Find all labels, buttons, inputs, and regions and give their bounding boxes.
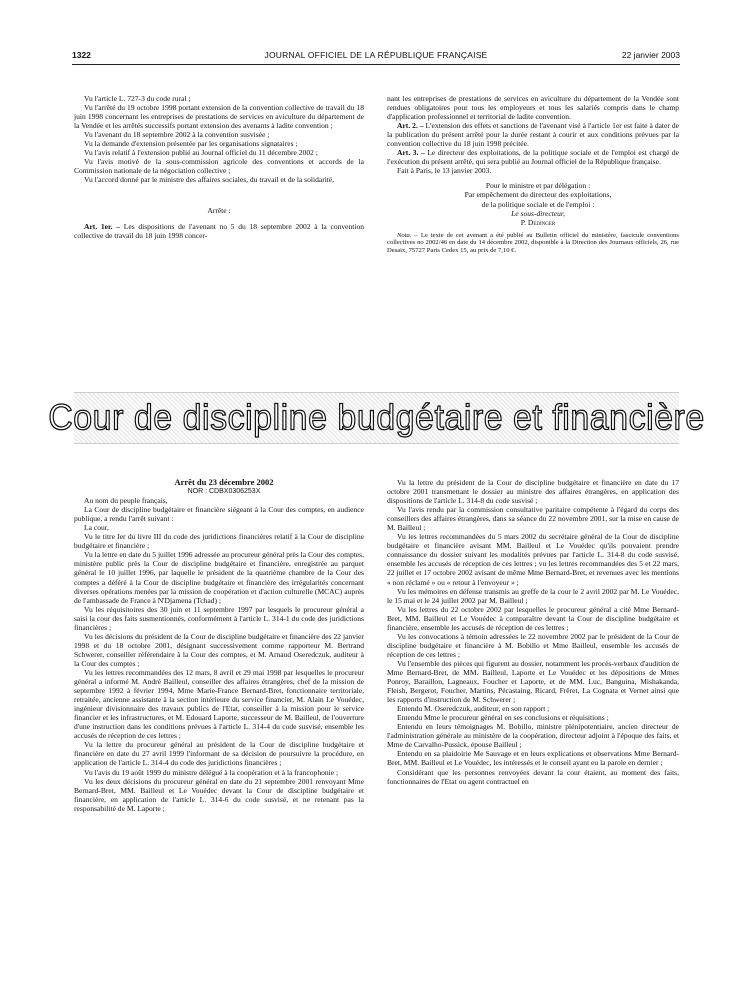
visa-paragraph: Vu la demande d'extension présentée par les organisations signataires ; bbox=[84, 139, 298, 149]
arret-paragraph: La cour, bbox=[84, 523, 109, 533]
signature-line: de la politique sociale et de l'emploi : bbox=[481, 199, 595, 209]
article-3-label: Art. 3. – bbox=[397, 148, 425, 158]
article-2 bbox=[387, 121, 679, 148]
arret-paragraph: Vu l'avis du 19 août 1999 du ministre délégué à la coopération et à la francophonie ; bbox=[84, 767, 339, 777]
arret-paragraph: Vu les réquisitoires des 30 juin et 11 septembre 1997 par lesquels le procureur général a saisi la cour des faits susmentionnés, conformément à l'article L. 314-1 du code des juridictions financières ; bbox=[74, 604, 364, 632]
nota-label: Nota. bbox=[397, 231, 412, 239]
arret-paragraph: Vu la lettre du procureur général au président de la Cour de discipline budgétaire et financière en date du 27 avril 1999 l'informant de sa décision de poursuivre la procédure, en application de l'article L. 314-4 du code des juridictions financières ; bbox=[74, 740, 364, 768]
article-1-label: Art. 1er. – bbox=[84, 221, 121, 231]
arrete-heading: Arrête : bbox=[207, 206, 231, 216]
arret-paragraph: Entendu M. Oseredczuk, auditeur, en son rapport ; bbox=[397, 704, 550, 714]
top-left-column bbox=[74, 94, 364, 240]
journal-title: JOURNAL OFFICIEL DE LA RÉPUBLIQUE FRANÇAISE bbox=[264, 50, 488, 60]
arret-paragraph: Entendu Mme le procureur général en ses conclusions et réquisitions ; bbox=[397, 713, 609, 723]
page-header bbox=[72, 50, 680, 65]
article-1-continuation: nant les entreprises de prestations de services en aviculture du département de la Vendée sont rendues obligatoires pour tous les employeurs et tous les salariés compris dans le champ d'application professionnel et territorial de ladite convention. bbox=[387, 94, 679, 122]
nota-note bbox=[387, 232, 679, 255]
arret-paragraph: Vu les convocations à témoin adressées le 22 novembre 2002 par le président de la Cour de discipline budgétaire et financière à M. Bobillo et Mme Bailleul, ensemble les accusés de réception de ces lettres ; bbox=[387, 631, 679, 659]
signature-line: Pour le ministre et par délégation : bbox=[485, 181, 591, 191]
visa-paragraph: Vu l'avis motivé de la sous-commission agricole des conventions et accords de la Commission nationale de la négociation collective ; bbox=[74, 157, 364, 176]
signature-line: Par empêchement du directeur des exploitations, bbox=[464, 190, 612, 200]
arret-title: Arrêt du 23 décembre 2002 bbox=[174, 477, 274, 487]
bottom-left-column bbox=[74, 478, 364, 813]
arret-paragraph: La Cour de discipline budgétaire et financière siégeant à la Cour des comptes, en audience publique, a rendu l'arrêt suivant : bbox=[74, 505, 364, 524]
section-banner-title: Cour de discipline budgétaire et financière bbox=[48, 397, 705, 438]
issue-date: 22 janvier 2003 bbox=[621, 50, 680, 60]
arret-paragraph: Vu la lettre en date du 5 juillet 1996 adressée au procureur général près la Cour des comptes, ministère public près la Cour de discipline budgétaire et financière, enregistrée au parquet général le 10 juillet 1996, par laquelle le président de la quatrième chambre de la Cour des comptes a déféré à la Cour de discipline budgétaire et financière des irrégularités concernant diverses opérations menées par la mission de coopération et d'action culturelle (MCAC) auprès de l'ambassade de France à N'Djamena (Tchad) ; bbox=[74, 550, 364, 605]
arret-paragraph: Entendu en sa plaidoirie Me Sauvage et en leurs explications et observations Mme Bernard-Bret, MM. Bailleul et Le Vouédec, les intéressés et le conseil ayant eu la parole en dernier ; bbox=[387, 749, 679, 768]
visa-paragraph: Vu l'avenant du 18 septembre 2002 à la convention susvisée ; bbox=[84, 130, 270, 140]
article-1-text: Les dispositions de l'avenant no 5 du 18 septembre 2002 à la convention collective de travail du 18 juin 1998 concer- bbox=[74, 221, 364, 240]
arret-paragraph: Vu le titre Ier du livre III du code des juridictions financières relatif à la Cour de discipline budgétaire et financière ; bbox=[74, 532, 364, 551]
arret-paragraph: Vu l'ensemble des pièces qui figurent au dossier, notamment les procès-verbaux d'audition de Mme Bernard-Bret, de MM. Bailleul, Laporte et Le Vouédec et les dépositions de Mmes Ponroy, Baraillon, Lagneaux, Foucher et Laporte, et de MM. Luc, Banguina, Mishakanda, Fleish, Bergerot, Foucher, Martins, Pécastaing, Ricard, Frêret, La Cognata et Vernet ainsi que les rapports d'instruction de M. Schwerer ; bbox=[387, 658, 679, 705]
bottom-right-column bbox=[387, 478, 679, 786]
arret-paragraph: Vu les lettres recommandées des 12 mars, 8 avril et 29 mai 1998 par lesquelles le procureur général a informé M. André Bailleul, conseiller des affaires étrangères, chef de la mission de septembre 1992 à février 1994, Mme Marie-France Bernard-Bret, fonctionnaire territoriale, retraitée, ancienne assistante à la section intérieure du service financier, M. Alain Le Vouédec, ingénieur divisionnaire des travaux publics de l'Etat, conseiller à la mission pour le service financier et les infrastructures, et M. Edouard Laporte, successeur de M. Bailleul, de l'ouverture d'une instruction dans les conditions prévues à l'article L. 314-4 du code susvisé, ensemble les accusés de réception de ces lettres ; bbox=[74, 667, 364, 741]
signatory-title: Le sous-directeur, bbox=[511, 208, 565, 218]
signature-date: Fait à Paris, le 13 janvier 2003. bbox=[397, 166, 492, 176]
signatory-name: P. Dedinger bbox=[520, 217, 556, 227]
section-banner bbox=[48, 392, 705, 444]
top-right-column bbox=[387, 94, 679, 255]
visa-paragraph: Vu l'avis relatif à l'extension publié au Journal officiel du 11 décembre 2002 ; bbox=[84, 148, 318, 158]
nota-text: – Le texte de cet avenant a été publié au Bulletin officiel du ministère, fascicule conventions collectives no 2002/46 en date du 14 décembre 2002, disponible à la Direction des Journaux officiels, 26, rue Desaix, 75727 Paris Cedex 15, au prix de 7,10 €. bbox=[387, 231, 679, 255]
article-3-text: Le directeur des exploitations, de la politique sociale et de l'emploi est chargé de l'exécution du présent arrêté, qui sera publié au Journal officiel de la République française. bbox=[387, 148, 680, 167]
arret-paragraph: Vu les lettres recommandées du 5 mars 2002 du secrétaire général de la Cour de discipline budgétaire et financière avisant MM. Bailleul et Le Vouédec qu'ils pouvaient prendre connaissance du dossier suivant les modalités prévues par l'article L. 314-8 du code susvisé, ensemble les accusés de réception de ces lettres ; vu les lettres recommandées des 5 et 22 mars, 22 juillet et 17 octobre 2002 avisant de même Mme Bernard-Bret, et revenues avec les mentions « non réclamé » ou « retour à l'envoyeur » ; bbox=[387, 532, 679, 587]
arret-paragraph: Vu l'avis rendu par la commission consultative paritaire compétente à l'égard du corps des conseillers des affaires étrangères, dans sa séance du 22 novembre 2001, sur la mise en cause de M. Bailleul ; bbox=[387, 505, 679, 533]
arret-paragraph: Considérant que les personnes renvoyées devant la cour étaient, au moment des faits, fonctionnaires de l'Etat ou agent contractuel en bbox=[387, 767, 679, 786]
arret-paragraph: Vu les mémoires en défense transmis au greffe de la cour le 2 avril 2002 par M. Le Vouédec, le 15 mai et le 24 juillet 2002 par M. Bailleul ; bbox=[387, 586, 679, 605]
article-2-label: Art. 2. – bbox=[397, 121, 424, 131]
visa-paragraph: Vu l'accord donné par le ministre des affaires sociales, du travail et de la solidarité, bbox=[84, 175, 335, 185]
arret-paragraph: Au nom du peuple français, bbox=[84, 496, 168, 506]
article-2-text: L'extension des effets et sanctions de l'avenant visé à l'article 1er est faite à dater de la publication du présent arrêté pour la durée restant à courir et aux conditions prévues par la convention collective du 18 juin 1998 précitée. bbox=[387, 121, 679, 149]
nor-reference: NOR : CDBX0306253X bbox=[187, 488, 261, 496]
arret-paragraph: Vu la lettre du président de la Cour de discipline budgétaire et financière en date du 17 octobre 2001 transmettant le dossier au ministre des affaires étrangères, en application des dispositions de l'article L. 314-8 du code susvisé ; bbox=[387, 478, 679, 506]
visa-paragraph: Vu l'arrêté du 19 octobre 1998 portant extension de la convention collective de travail du 18 juin 1998 concernant les entreprises de prestations de services en aviculture du département de la Vendée et les arrêtés successifs portant extension des avenants à ladite convention ; bbox=[74, 103, 364, 131]
arret-paragraph: Entendu en leurs témoignages M. Bobillo, ministre plénipotentiaire, ancien directeur de l'administration générale au ministère de la coopération, directeur adjoint à l'époque des faits, et Mme de Carvalho-Pussick, épouse Bailleul ; bbox=[387, 722, 679, 750]
article-1 bbox=[74, 222, 364, 240]
arret-paragraph: Vu les décisions du président de la Cour de discipline budgétaire et financière des 22 janvier 1998 et du 18 octobre 2001, désignant successivement comme rapporteur M. Bertrand Schwerer, conseiller référendaire à la Cour des comptes, et M. Arnaud Oseredczuk, auditeur à la Cour des comptes ; bbox=[74, 631, 364, 668]
visa-paragraph: Vu l'article L. 727-3 du code rural ; bbox=[84, 94, 191, 103]
arret-paragraph: Vu les deux décisions du procureur général en date du 21 septembre 2001 renvoyant Mme Bernard-Bret, MM. Bailleul et Le Vouédec devant la Cour de discipline budgétaire et financière, en application de l'article L. 314-6 du code susvisé, et ne retenant pas la responsabilité de M. Laporte ; bbox=[74, 776, 364, 813]
page-number: 1322 bbox=[72, 50, 91, 60]
article-3 bbox=[387, 148, 679, 166]
arret-paragraph: Vu les lettres du 22 octobre 2002 par lesquelles le procureur général a cité Mme Bernard-Bret, MM. Bailleul et Le Vouédec à comparaître devant la Cour de discipline budgétaire et financière, ensemble les accusés de réception de ces lettres ; bbox=[387, 604, 679, 632]
